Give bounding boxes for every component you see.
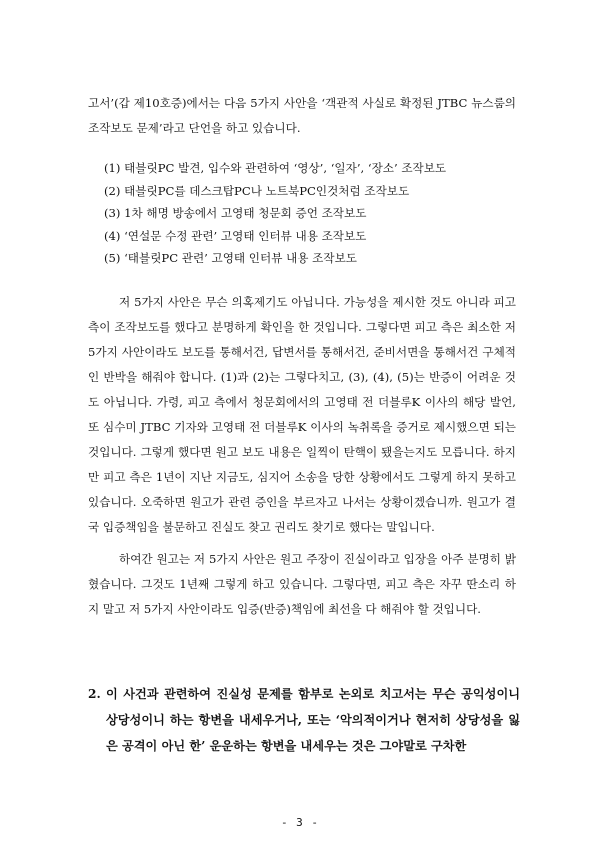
section-heading	[88, 681, 520, 759]
section-heading-text: 이 사건과 관련하여 진실성 문제를 함부로 논외로 치고서는 무슨 공익성이니 상당성이니 하는 항변을 내세우거나, 또는 ‘악의적이거나 현저히 상당성을 잃은 공격이 아닌 한’ 운운하는 항변을 내세우는 것은 그야말로 구차한	[106, 687, 520, 753]
allegation-list	[104, 157, 524, 270]
list-item: (1) 태블릿PC 발견, 입수와 관련하여 ‘영상’, ‘일자’, ‘장소’ 조작보도	[104, 161, 447, 175]
list-item: (3) 1차 해명 방송에서 고영태 청문회 증언 조작보도	[104, 206, 367, 220]
section-number: 2.	[88, 687, 101, 701]
body-paragraph-3: 하여간 원고는 저 5가지 사안은 원고 주장이 진실이라고 입장을 아주 분명히 밝혔습니다. 그것도 1년째 그렇게 하고 있습니다. 그렇다면, 피고 측은 자꾸 딴소리 하지 말고 저 5가지 사안이라도 입증(반증)책임에 최선을 다 해줘야 할 것입니다.	[88, 552, 516, 616]
page-number: - 3 -	[280, 816, 320, 829]
intro-paragraph: 고서’(갑 제10호증)에서는 다음 5가지 사안을 ‘객관적 사실로 확정된 JTBC 뉴스룸의 조작보도 문제’라고 단언을 하고 있습니다.	[88, 96, 516, 135]
list-item: (5) ‘태블릿PC 관련’ 고영태 인터뷰 내용 조작보도	[104, 251, 357, 265]
list-item: (4) ‘연설문 수정 관련’ 고영태 인터뷰 내용 조작보도	[104, 228, 367, 243]
list-item: (2) 태블릿PC를 데스크탑PC나 노트북PC인것처럼 조작보도	[104, 183, 410, 198]
body-paragraph-2: 저 5가지 사안은 무슨 의혹제기도 아닙니다. 가능성을 제시한 것도 아니라 피고 측이 조작보도를 했다고 분명하게 확인을 한 것입니다. 그렇다면 피고 측은 최소한 저 5가지 사안이라도 보도를 통해서건, 답변서를 통해서건, 준비서면을 통해서건 구체적인 반박을 해줘야 합니다. (1)과 (2)는 그렇다치고, (3), (4), (5)는 반증이 어려운 것도 아닙니다. 가령, 피고 측에서 청문회에서의 고영태 전 더블루K 이사의 해당 발언, 또 심수미 JTBC 기자와 고영태 전 더블루K 이사의 녹취록을 증거로 제시했으면 되는 것입니다. 그렇게 했다면 원고 보도 내용은 일찍이 탄핵이 됐을는지도 모릅니다. 하지만 피고 측은 1년이 지난 지금도, 심지어 소송을 당한 상황에서도 그렇게 하지 못하고 있습니다. 오죽하면 원고가 관련 증인을 부르자고 나서는 상황이겠습니까. 원고가 결국 입증책임을 불문하고 진실도 찾고 권리도 찾기로 했다는 말입니다.	[88, 295, 516, 534]
